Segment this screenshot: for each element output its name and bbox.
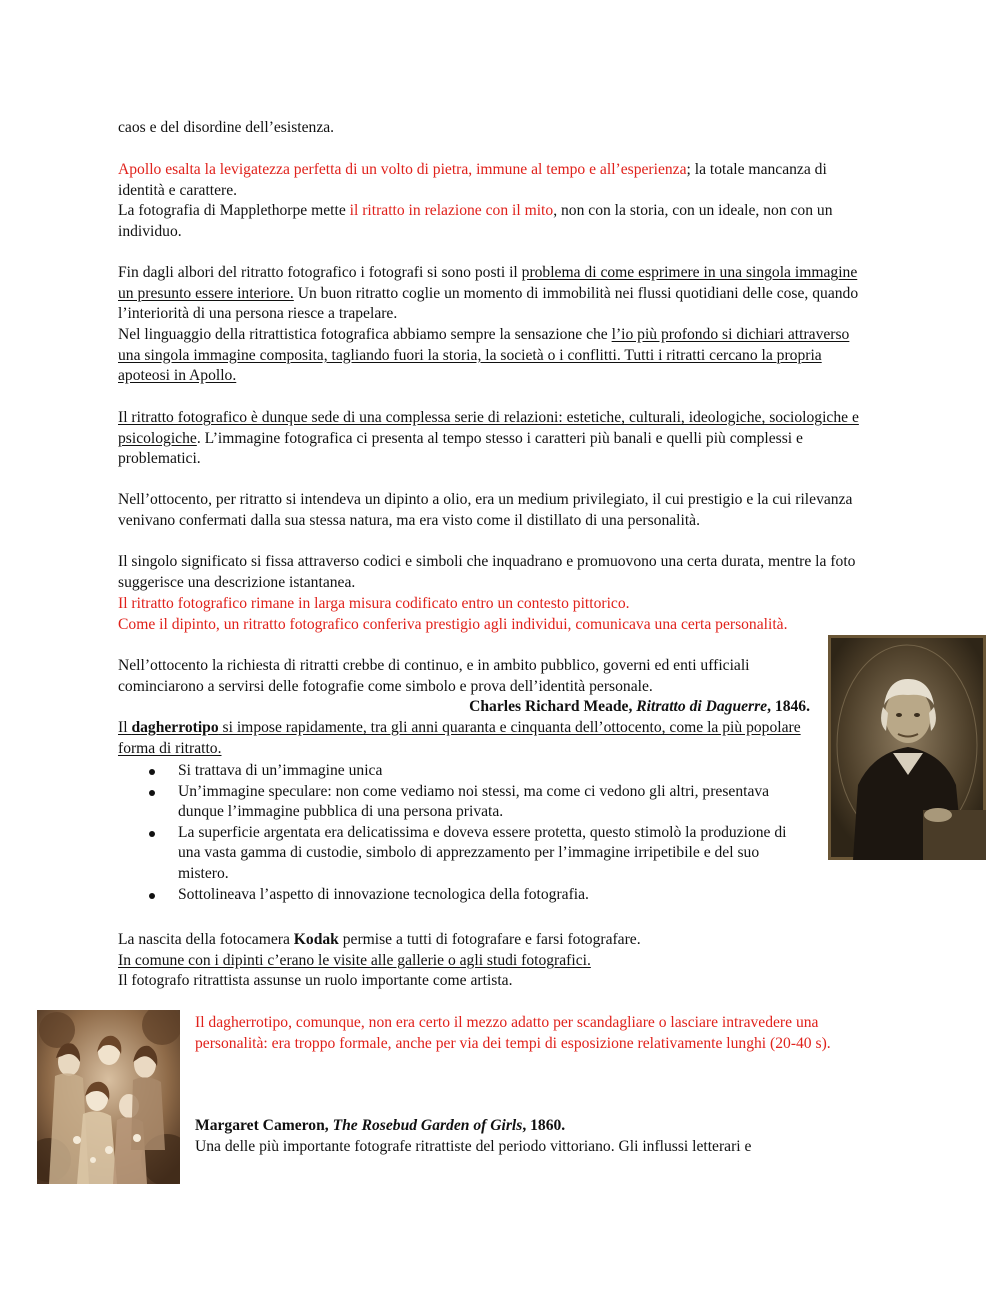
caption-year: , 1846. (767, 698, 810, 715)
text: La nascita della fotocamera (118, 931, 294, 948)
text: permise a tutti di fotografare e farsi fotografare. (338, 931, 641, 948)
text: Nel linguaggio della ritrattistica fotografica abbiamo sempre la sensazione che (118, 326, 612, 343)
bold-text: Kodak (293, 931, 339, 948)
caption-author: Charles Richard Meade, (469, 698, 637, 715)
red-text: Apollo esalta la levigatezza perfetta di un volto di pietra, immune al tempo e all’esperienza (118, 161, 687, 178)
list-item: Si trattava di un’immagine unica (118, 761, 798, 782)
text: Il (118, 719, 132, 736)
underlined-text: problema di come esprimere in una singola immagine un presunto essere interiore. (118, 264, 858, 302)
paragraph-kodak (118, 930, 870, 951)
text: , non con la storia, con un ideale, non con un individuo. (118, 202, 833, 240)
rosebud-garden-image (37, 1010, 180, 1184)
caption-cameron (195, 1116, 875, 1137)
paragraph-artista: Il fotografo ritrattista assunse un ruolo importante come artista. (118, 972, 513, 989)
paragraph-mapplethorpe (118, 201, 870, 242)
paragraph-intro: caos e del disordine dell’esistenza. (118, 119, 335, 136)
paragraph-gallerie: In comune con i dipinti c’erano le visite alle gallerie o agli studi fotografici. (118, 952, 591, 969)
caption-year: , 1860. (522, 1117, 566, 1134)
underlined-text: l’io più profondo si dichiari attraverso una singola immagine composita, tagliando fuori la storia, la società o i conflitti. Tutti i ritratti cercano la propria apoteosi in Apollo. (118, 326, 850, 385)
paragraph-dagherrotipo (118, 718, 818, 759)
paragraph-apollo (118, 160, 870, 201)
list-item: Sottolineava l’aspetto di innovazione tecnologica della fotografia. (118, 885, 798, 906)
paragraph-significato: Il singolo significato si fissa attraverso codici e simboli che inquadrano e promuovono una certa durata, mentre la foto suggerisce una descrizione istantanea. (118, 553, 856, 591)
caption-author: Margaret Cameron, (195, 1117, 333, 1134)
list-item: Un’immagine speculare: non come vediamo noi stessi, ma come ci vedono gli altri, presentava dunque l’immagine pubblica di una persona privata. (118, 782, 798, 823)
red-text: il ritratto in relazione con il mito (349, 202, 554, 219)
text: . L’immagine fotografica ci presenta al tempo stesso i caratteri più banali e quelli più complessi e problematici. (118, 429, 803, 468)
daguerre-portrait-image (828, 635, 986, 860)
text: Un buon ritratto coglie un momento di immobilità nei flussi quotidiani delle cose, quando l’interiorità di una persona riesce a trapelare. (118, 284, 859, 323)
underlined-text: Il ritratto fotografico è dunque sede di una complessa serie di relazioni: estetiche, culturali, ideologiche, sociologiche e psicologiche (118, 409, 859, 447)
bullet-list (118, 761, 798, 905)
paragraph-linguaggio (118, 325, 870, 387)
paragraph-relazioni (118, 408, 870, 470)
paragraph-dipinto: Come il dipinto, un ritratto fotografico conferiva prestigio agli individui, comunicava una certa personalità. (118, 616, 788, 633)
text: La fotografia di Mapplethorpe mette (118, 202, 350, 219)
paragraph-richiesta: Nell’ottocento la richiesta di ritratti crebbe di continuo, e in ambito pubblico, governi ed enti ufficiali cominciarono a servirsi delle fotografie come simbolo e prova dell’identità personale. (118, 657, 750, 695)
paragraph-ottocento: Nell’ottocento, per ritratto si intendeva un dipinto a olio, era un medium privilegiato, il cui prestigio e la cui rilevanza venivano confermati dalla sua stessa natura, ma era visto come il distillato di una personalità. (118, 491, 853, 529)
paragraph-cameron: Una delle più importante fotografe ritrattiste del periodo vittoriano. Gli influssi letterari e (195, 1138, 752, 1155)
list-item: La superficie argentata era delicatissima e doveva essere protetta, questo stimolò la produzione di una vasta gamma di custodie, simbolo di apprezzamento per l’immagine irripetibile e del suo mistero. (118, 823, 798, 885)
text: Fin dagli albori del ritratto fotografico i fotografi si sono posti il (118, 264, 522, 281)
underlined-text: si impose rapidamente, tra gli anni quaranta e cinquanta dell’ottocento, come la più popolare forma di ritratto. (118, 719, 801, 757)
text: ; la totale mancanza di identità e carattere. (118, 161, 827, 199)
caption-daguerre (118, 697, 810, 718)
bold-text: dagherrotipo (131, 719, 219, 736)
caption-title: The Rosebud Garden of Girls (332, 1117, 523, 1134)
paragraph-codificato: Il ritratto fotografico rimane in larga misura codificato entro un contesto pittorico. (118, 595, 630, 612)
paragraph-personalita: Il dagherrotipo, comunque, non era certo il mezzo adatto per scandagliare o lasciare intravedere una personalità: era troppo formale, anche per via dei tempi di esposizione relativamente lunghi (20-40 s). (195, 1014, 831, 1052)
caption-title: Ritratto di Daguerre (636, 698, 768, 715)
paragraph-albori (118, 263, 870, 325)
